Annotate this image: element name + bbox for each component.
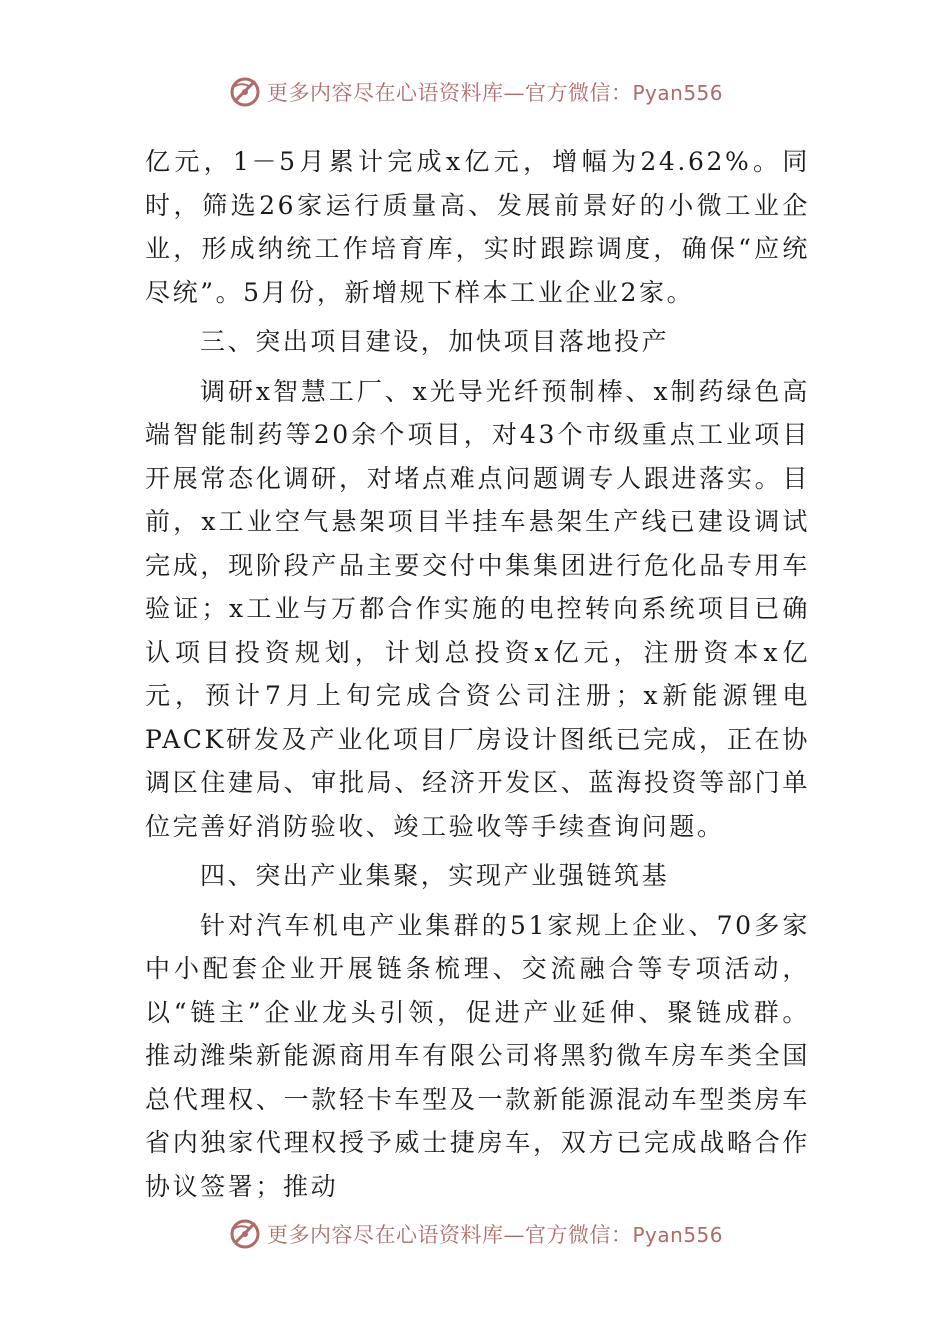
logo-icon bbox=[227, 1216, 263, 1252]
watermark-main-text: 更多内容尽在心语资料库— bbox=[266, 81, 525, 105]
watermark-contact-text: 官方微信： bbox=[524, 81, 633, 105]
logo-icon bbox=[227, 74, 263, 110]
watermark-wechat-id: Pyan556 bbox=[632, 1223, 723, 1247]
watermark-main-text: 更多内容尽在心语资料库— bbox=[266, 1223, 525, 1247]
watermark-text bbox=[267, 1219, 723, 1249]
header-watermark bbox=[0, 70, 950, 114]
footer-watermark bbox=[0, 1212, 950, 1256]
watermark-wechat-id: Pyan556 bbox=[632, 81, 723, 105]
paragraph-1: 亿元，1－5月累计完成x亿元，增幅为24.62%。同时，筛选26家运行质量高、发展前景好的小微工业企业，形成纳统工作培育库，实时跟踪调度，确保“应统尽统”。5月份，新增规下样本工业企业2家。 bbox=[145, 147, 810, 307]
paragraph-2: 调研x智慧工厂、x光导光纤预制棒、x制药绿色高端智能制药等20余个项目，对43个市级重点工业项目开展常态化调研，对堵点难点问题调专人跟进落实。目前，x工业空气悬架项目半挂车悬架生产线已建设调试完成，现阶段产品主要交付中集集团进行危化品专用车验证；x工业与万都合作实施的电控转向系统项目已确认项目投资规划，计划总投资x亿元，注册资本x亿元，预计7月上旬完成合资公司注册；x新能源锂电PACK研发及产业化项目厂房设计图纸已完成，正在协调区住建局、审批局、经济开发区、蓝海投资等部门单位完善好消防验收、竣工验收等手续查询问题。 bbox=[145, 376, 810, 841]
watermark-contact-text: 官方微信： bbox=[524, 1223, 633, 1247]
document-body bbox=[145, 140, 810, 1208]
paragraph-3: 针对汽车机电产业集群的51家规上企业、70多家中小配套企业开展链条梳理、交流融合等专项活动，以“链主”企业龙头引领，促进产业延伸、聚链成群。推动潍柴新能源商用车有限公司将黑豹微车房车类全国总代理权、一款轻卡车型及一款新能源混动车型类房车省内独家代理权授予威士捷房车，双方已完成战略合作协议签署；推动 bbox=[145, 910, 810, 1201]
section-heading-4: 四、突出产业集聚，实现产业强链筑基 bbox=[200, 861, 670, 890]
section-heading-3: 三、突出项目建设，加快项目落地投产 bbox=[200, 327, 670, 356]
watermark-text bbox=[267, 77, 723, 107]
